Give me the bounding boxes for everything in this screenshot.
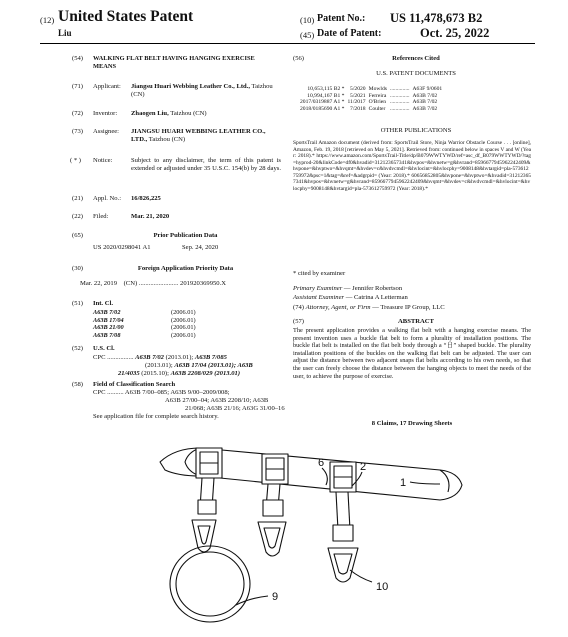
code-21: (21): [72, 195, 83, 202]
cpc-class: 21/4035: [118, 370, 140, 377]
reference-no: 10,994,167 B1 *: [307, 92, 345, 99]
us-docs-heading: U.S. PATENT DOCUMENTS: [376, 70, 456, 77]
code-74: (74): [293, 304, 304, 311]
cpc-version: (2015.10);: [141, 370, 169, 377]
code-58: (58): [72, 381, 83, 388]
buckle-right: [328, 462, 358, 582]
int-cl-class: A63B 7/08: [93, 331, 121, 339]
ref-numeral-6: 6: [318, 457, 325, 469]
cpc-version: (2013.01);: [165, 354, 194, 361]
attorney-label: Attorney, Agent, or Firm: [305, 304, 371, 311]
inventor-surname: Liu: [58, 28, 72, 38]
cited-by-examiner: * cited by examiner: [293, 270, 346, 277]
code-72: (72): [72, 110, 83, 117]
appl-no-label: Appl. No.:: [93, 195, 122, 202]
code-52: (52): [72, 345, 83, 352]
field-cpc-line-2: A63B 27/00–04; A63B 2208/10; A63B: [165, 397, 269, 404]
code-73: (73): [72, 128, 83, 135]
code-30: (30): [72, 265, 83, 272]
reference-cls: A63B 7/02: [412, 105, 438, 112]
reference-name: Mowlds: [368, 86, 387, 92]
reference-no: 2018/0185690 A1 *: [300, 105, 345, 112]
notice-text: Subject to any disclaimer, the term of this patent is extended or adjusted under 35 U.S.C. 154(b) by 28 days.: [131, 157, 281, 172]
reference-date: 5/2021: [350, 92, 366, 99]
primary-examiner-label: Primary Examiner: [293, 285, 343, 292]
hanging-ring: [170, 546, 250, 622]
code-51: (51): [72, 300, 83, 307]
filed-date: Mar. 21, 2020: [131, 213, 170, 220]
assignee-label: Assignee:: [93, 128, 120, 135]
prior-pub-heading: Prior Publication Data: [153, 232, 218, 239]
foreign-app-no: 201920369950.X: [180, 280, 227, 287]
code-56: (56): [293, 55, 304, 62]
reference-no: 10,653,115 B2 *: [307, 86, 345, 92]
inventor-label: Inventor:: [93, 110, 118, 117]
reference-no: 2017/0319887 A1 *: [300, 99, 345, 106]
reference-date: 11/2017: [347, 99, 366, 106]
other-pubs-heading: OTHER PUBLICATIONS: [380, 127, 452, 134]
prior-pub-date: Sep. 24, 2020: [182, 244, 219, 251]
cpc-class: A63B 7/02: [135, 354, 164, 361]
field-cpc-line-3: 21/068; A63B 21/16; A63G 31/00–16: [185, 405, 285, 412]
assignee-location: Taizhou (CN): [148, 135, 186, 143]
int-cl-heading: Int. Cl.: [93, 300, 113, 307]
other-pubs-text: SportsTrail Amazon document (derived from: SportsTrail Store, Ninja Warrior Obstacle Course . . . [online], Amazon, Feb. 19, 2018 [retrieved on May 5, 2021]. Retrieved from: continued below in spaces V and W (Year: 2018).* https://www.amazon.com/SportsTrail-Title/dp/B079WWTYWD/ref=asc_df_B079WWTYWD/?tag=hyprod-20&linkCode=df0&hvadid=312123657341&hvpos=&hvnetw=g&hvrand=8596677945962242409&hvpone=&hvptwo=&hvqmt=&hvdev=c&hvdvcmdl=&hvlocint=&hvlocphy=9008148&hvtargid=pla-573612759972&psc=1&tag=&ref=&adgrpid= (Year: 2018).* 60656852805&hvpone=&hvptwo=&hvadid=312123657341&hvpos=&hvnetw=g&hvrand=8596677945962242409&hvqmt=&hvdev=c&hvdvcmdl=&hvlocint=&hvlocphy=9008148&hvtargid=pla-573612759972 (Year: 2018).*: [293, 140, 531, 192]
cpc-class: A63B 2208/029 (2013.01): [170, 370, 241, 377]
applicant-name: Jiangsu Huari Webbing Leather Co., Ltd.,: [131, 83, 251, 90]
attorney-name: — Treasure IP Group, LLC: [372, 304, 445, 311]
reference-cls: A63F 9/0601: [412, 86, 443, 92]
assignee-name: JIANGSU HUARI WEBBING LEATHER CO., LTD.,: [131, 128, 266, 143]
reference-dots: ..............: [389, 92, 410, 99]
invention-title: WALKING FLAT BELT HAVING HANGING EXERCISE MEANS: [93, 55, 255, 70]
cpc-label: CPC: [93, 354, 106, 361]
patent-number: US 11,478,673 B2: [390, 11, 483, 25]
cpc-class: A63B 17/04 (2013.01); A63B: [174, 362, 253, 369]
foreign-date: Mar. 22, 2019: [80, 280, 117, 287]
int-cl-class: A63B 21/00: [93, 324, 124, 332]
code-57: (57): [293, 318, 304, 325]
prior-pub-number: US 2020/0298041 A1: [93, 244, 151, 251]
reference-dots: ..............: [389, 86, 410, 92]
leader-10: [350, 570, 372, 582]
field-search-heading: Field of Classification Search: [93, 381, 176, 388]
code-65: (65): [72, 232, 83, 239]
kind-code-12: (12): [40, 15, 55, 25]
int-cl-version: (2006.01): [171, 331, 196, 339]
buckle-middle: [258, 454, 288, 556]
reference-date: 5/2020: [350, 86, 366, 92]
applicant-location: Taizhou (CN): [131, 83, 273, 98]
field-search-note: See application file for complete search history.: [93, 413, 219, 420]
date-of-patent-label: Date of Patent:: [317, 28, 382, 39]
int-cl-class: A63B 7/02: [93, 309, 121, 316]
int-cl-class: A63B 17/04: [93, 316, 124, 324]
foreign-country: (CN): [123, 280, 138, 287]
date-of-patent: Oct. 25, 2022: [420, 26, 490, 40]
assistant-examiner-label: Assistant Examiner: [293, 294, 345, 301]
code-54: (54): [72, 55, 83, 62]
reference-cls: A63B 7/02: [412, 99, 438, 106]
reference-dots: ..............: [389, 105, 410, 112]
code-notice: ( * ): [70, 157, 81, 164]
int-cl-version: (2006.01): [171, 316, 196, 324]
references-heading: References Cited: [392, 55, 440, 62]
reference-name: O'Brien: [368, 99, 387, 106]
assistant-examiner-name: — Catrina A Letterman: [345, 294, 408, 301]
claims-summary: 8 Claims, 17 Drawing Sheets: [371, 420, 453, 427]
foreign-dots: ........................: [138, 280, 179, 287]
field-cpc-text: .......... A63B 7/00–085; A63B 9/00–2009/008;: [107, 389, 230, 396]
reference-name: Ferreira: [368, 92, 387, 99]
reference-date: 7/2018: [350, 105, 366, 112]
triangle-hook-middle: [258, 522, 286, 556]
int-cl-version: (2006.01): [171, 309, 196, 316]
foreign-priority-heading: Foreign Application Priority Data: [137, 265, 234, 272]
inventor-location: Taizhou (CN): [170, 110, 207, 117]
code-22: (22): [72, 213, 83, 220]
reference-name: Coulter: [368, 105, 386, 112]
ref-numeral-2: 2: [360, 461, 367, 473]
int-cl-version: (2006.01): [171, 324, 196, 332]
ref-numeral-1: 1: [400, 477, 407, 489]
kind-code-45: (45): [300, 30, 315, 40]
code-71: (71): [72, 83, 83, 90]
cpc-dots: ................: [107, 354, 134, 361]
reference-dots: ..............: [389, 99, 410, 106]
notice-label: Notice:: [93, 157, 113, 164]
inventor-name: Zhaogen Liu,: [131, 110, 169, 117]
ref-numeral-10: 10: [376, 581, 389, 593]
appl-no: 16/826,225: [131, 195, 161, 202]
reference-cls: A63B 7/02: [412, 92, 438, 99]
applicant-label: Applicant:: [93, 83, 121, 90]
filed-label: Filed:: [93, 213, 109, 220]
us-cl-heading: U.S. Cl.: [93, 345, 115, 352]
patent-no-label: Patent No.:: [317, 13, 366, 24]
field-cpc-label: CPC: [93, 389, 106, 396]
abstract-text: The present application provides a walking flat belt with a hanging exercise means. The present invention uses a buckle flat belt to form a plurality of installation positions. The buckle flat belt is installed on the flat belt body through a “日” shaped buckle. The plurality installation positions of the buckles on the walking flat belt can be adjusted. The user can adjust the distance between two adjacent snaps flat belts according to his own needs, so that the user can freely choose the distance between the hanging objects to meet the needs of the user, to achieve the purpose of exercise.: [293, 327, 531, 380]
triangle-hook-left: [192, 520, 216, 552]
abstract-heading: ABSTRACT: [398, 318, 434, 325]
triangle-hook-right: [328, 548, 358, 582]
kind-code-10: (10): [300, 15, 315, 25]
ref-numeral-9: 9: [272, 591, 279, 603]
cpc-class: A63B 7/085: [194, 354, 227, 361]
buckle-left: [192, 448, 222, 552]
cpc-version: (2013.01);: [145, 362, 173, 369]
primary-examiner-name: — Jennifer Robertson: [343, 285, 403, 292]
patent-type-title: United States Patent: [58, 8, 194, 25]
